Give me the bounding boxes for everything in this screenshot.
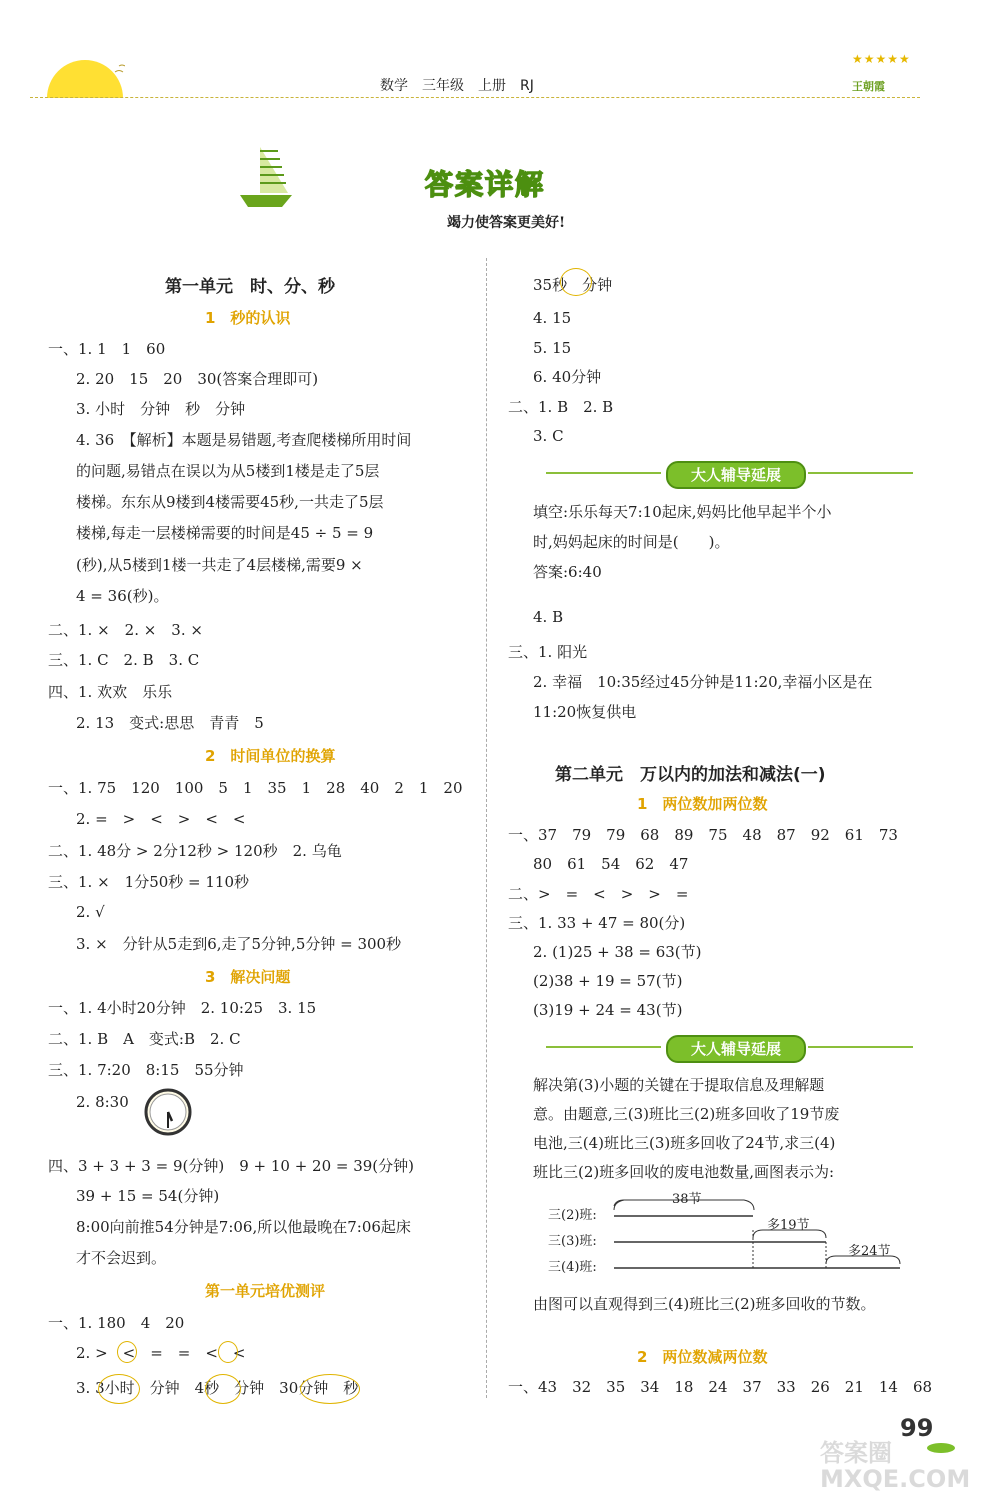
diagram-label-24: 多24节 <box>848 1244 891 1259</box>
lesson-title: 第一单元培优测评 <box>205 1282 326 1300</box>
answer-line: 35秒 分钟 <box>533 276 613 294</box>
answer-line: 11:20恢复供电 <box>533 703 637 721</box>
banner-rule <box>546 472 661 474</box>
answer-line: 8:00向前推54分钟是7:06,所以他最晚在7:06起床 <box>76 1218 411 1236</box>
answer-line: 二、1. 48分 > 2分12秒 > 120秒 2. 乌龟 <box>48 842 342 860</box>
answer-line: 时,妈妈起床的时间是( )。 <box>533 533 730 551</box>
answer-line: (秒),从5楼到1楼一共走了4层楼梯,需要9 × <box>76 556 363 574</box>
brand-logo: ★★★★★ 王朝霞 <box>852 52 922 102</box>
answer-line: 80 61 54 62 47 <box>533 855 689 873</box>
answer-line: 2. = > < > < < <box>76 810 246 828</box>
circle-mark <box>98 1374 140 1404</box>
header-rule <box>30 97 920 98</box>
diagram-row-4: 三(4)班: <box>548 1260 597 1275</box>
answer-line: 2. 20 15 20 30(答案合理即可) <box>76 370 319 388</box>
answer-line: 三、1. C 2. B 3. C <box>48 651 200 669</box>
banner-rule <box>808 472 913 474</box>
lesson-title: 2 两位数减两位数 <box>637 1348 768 1366</box>
answer-line: (2)38 + 19 = 57(节) <box>533 972 683 990</box>
brand-logo-text: 王朝霞 <box>852 80 885 93</box>
answer-line: 填空:乐乐每天7:10起床,妈妈比他早起半个小 <box>533 503 832 521</box>
answer-line: 电池,三(4)班比三(3)班多回收了24节,求三(4) <box>533 1134 836 1152</box>
sun-logo <box>45 58 125 98</box>
answer-line: 2. 13 变式:思思 青青 5 <box>76 714 264 732</box>
circle-mark <box>560 268 592 296</box>
circle-mark <box>117 1341 137 1363</box>
answer-line: 三、1. 阳光 <box>508 643 588 661</box>
answer-line: 一、1. 180 4 20 <box>48 1314 185 1332</box>
answer-line: 意。由题意,三(3)班比三(2)班多回收了19节废 <box>533 1105 840 1123</box>
answer-line: 4. B <box>533 608 564 626</box>
banner-rule <box>546 1046 661 1048</box>
answer-line: 班比三(2)班多回收的废电池数量,画图表示为: <box>533 1163 835 1181</box>
answer-line: 2. 幸福 10:35经过45分钟是11:20,幸福小区是在 <box>533 673 873 691</box>
answer-line: 三、1. × 1分50秒 = 110秒 <box>48 873 250 891</box>
answer-line: 才不会迟到。 <box>76 1249 167 1267</box>
banner-label: 大人辅导延展 <box>666 1035 806 1063</box>
lesson-title: 2 时间单位的换算 <box>205 747 336 765</box>
diagram-row-2: 三(2)班: <box>548 1208 597 1223</box>
watermark: 答案圈 MXQE.COM <box>820 1439 971 1493</box>
answer-line: 4 = 36(秒)。 <box>76 587 169 605</box>
answer-line: 2. 8:30 <box>76 1093 129 1111</box>
answer-line: 2. (1)25 + 38 = 63(节) <box>533 943 702 961</box>
sailboat-icon <box>238 145 294 211</box>
answer-line: 5. 15 <box>533 339 572 357</box>
answer-line: 3. 3小时 分钟 4秒 分钟 30分钟 秒 <box>76 1379 359 1397</box>
answer-line: 一、1. 1 1 60 <box>48 340 166 358</box>
section-heading: 第一单元 时、分、秒 <box>165 277 335 297</box>
page-number: 99 <box>900 1414 934 1442</box>
diagram-label-19: 多19节 <box>767 1218 810 1233</box>
lesson-title: 1 两位数加两位数 <box>637 795 768 813</box>
circle-mark <box>300 1374 360 1404</box>
circle-mark <box>205 1374 241 1404</box>
answer-line: 6. 40分钟 <box>533 368 602 386</box>
answer-line: 4. 15 <box>533 309 572 327</box>
answer-line: 2. > < = = < < <box>76 1344 246 1362</box>
answer-line: 3. × 分针从5走到6,走了5分钟,5分钟 = 300秒 <box>76 935 402 953</box>
answer-line: 3. 小时 分钟 秒 分钟 <box>76 400 246 418</box>
answer-line: 三、1. 33 + 47 = 80(分) <box>508 914 686 932</box>
answer-line: 一、37 79 79 68 89 75 48 87 92 61 73 <box>508 826 898 844</box>
answer-line: 二、1. B A 变式:B 2. C <box>48 1030 241 1048</box>
answer-line: (3)19 + 24 = 43(节) <box>533 1001 683 1019</box>
banner-rule <box>808 1046 913 1048</box>
answer-line: 一、1. 4小时20分钟 2. 10:25 3. 15 <box>48 999 317 1017</box>
answer-line: 楼梯。东东从9楼到4楼需要45秒,一共走了5层 <box>76 493 384 511</box>
answer-line: 四、3 + 3 + 3 = 9(分钟) 9 + 10 + 20 = 39(分钟) <box>48 1157 415 1175</box>
answer-line: 一、1. 75 120 100 5 1 35 1 28 40 2 1 20 <box>48 779 463 797</box>
answer-line: 的问题,易错点在误以为从5楼到1楼是走了5层 <box>76 462 380 480</box>
lesson-title: 3 解决问题 <box>205 968 291 986</box>
answer-line: 四、1. 欢欢 乐乐 <box>48 683 173 701</box>
answer-line: 4. 36 【解析】本题是易错题,考查爬楼梯所用时间 <box>76 431 412 449</box>
circle-mark <box>218 1341 238 1363</box>
answer-line: 39 + 15 = 54(分钟) <box>76 1187 220 1205</box>
answer-line: 3. C <box>533 427 564 445</box>
section-heading: 第二单元 万以内的加法和减法(一) <box>555 765 826 785</box>
clock-icon <box>143 1087 193 1137</box>
answer-line: 答案:6:40 <box>533 563 602 581</box>
answer-line: 二、> = < > > = <box>508 885 689 903</box>
page-title: 答案详解 <box>425 168 546 201</box>
answer-line: 由图可以直观得到三(4)班比三(2)班多回收的节数。 <box>533 1295 876 1313</box>
diagram-label-38: 38节 <box>672 1192 702 1207</box>
banner-label: 大人辅导延展 <box>666 461 806 489</box>
answer-line: 二、1. × 2. × 3. × <box>48 621 203 639</box>
diagram-row-3: 三(3)班: <box>548 1234 597 1249</box>
header-title: 数学 三年级 上册 RJ <box>380 78 534 94</box>
answer-line: 三、1. 7:20 8:15 55分钟 <box>48 1061 244 1079</box>
answer-line: 一、43 32 35 34 18 24 37 33 26 21 14 68 <box>508 1378 933 1396</box>
answer-line: 2. √ <box>76 903 105 921</box>
answer-line: 二、1. B 2. B <box>508 398 614 416</box>
column-divider <box>486 258 487 1398</box>
tutor-extension-banner <box>546 1032 916 1062</box>
slogan: 竭力使答案更美好! <box>447 215 566 231</box>
tutor-extension-banner <box>546 458 916 488</box>
answer-line: 解决第(3)小题的关键在于提取信息及理解题 <box>533 1076 825 1094</box>
answer-line: 楼梯,每走一层楼梯需要的时间是45 ÷ 5 = 9 <box>76 524 374 542</box>
lesson-title: 1 秒的认识 <box>205 309 291 327</box>
